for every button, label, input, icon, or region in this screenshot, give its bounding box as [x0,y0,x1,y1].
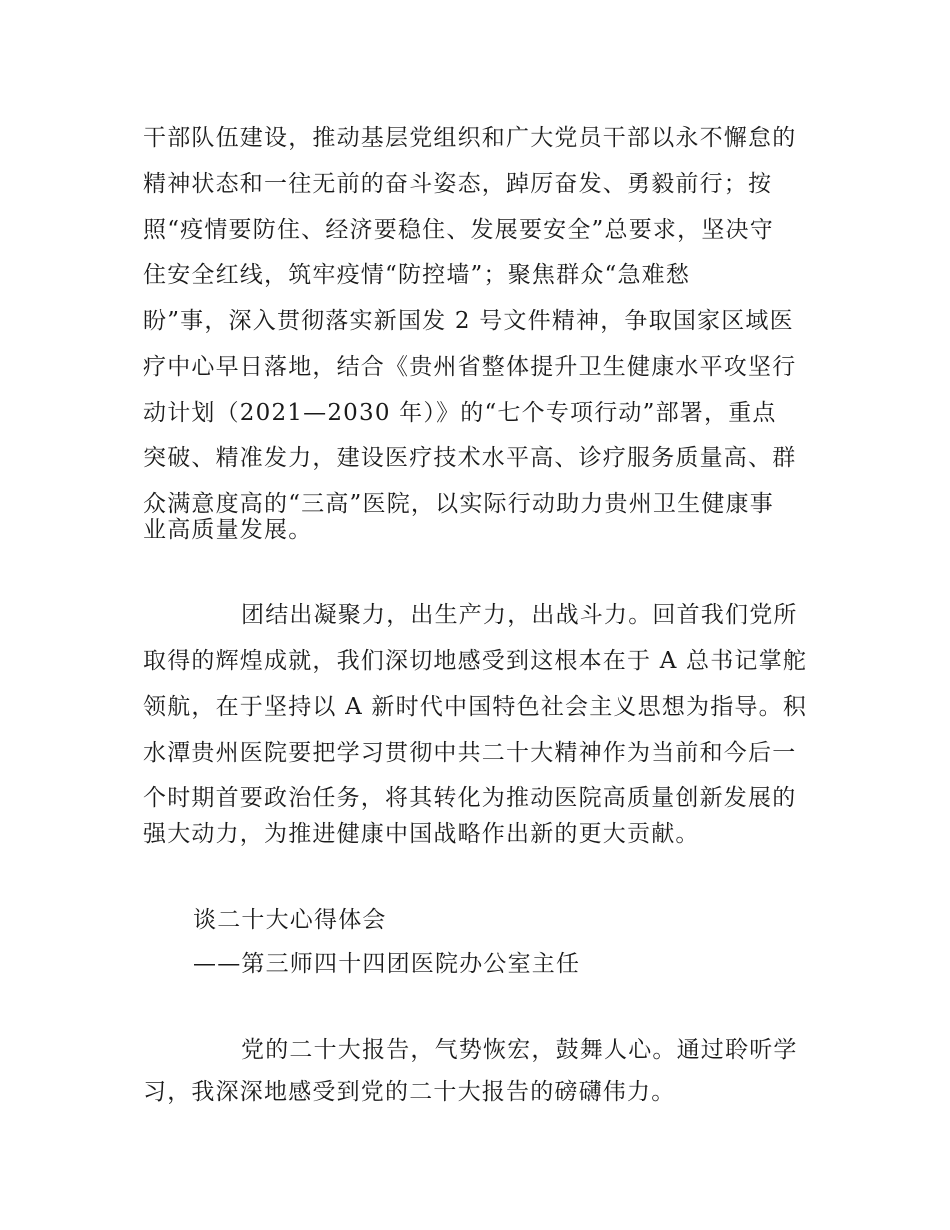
text-line: 水潭贵州医院要把学习贯彻中共二十大精神作为当前和今后一 [143,740,797,766]
text-line: 众满意度高的“三高”医院，以实际行动助力贵州卫生健康事 [143,491,774,517]
text-line: 个时期首要政治任务，将其转化为推动医院高质量创新发展的 [143,785,797,811]
text-line: 党的二十大报告，气势恢宏，鼓舞人心。通过聆听学 [241,1037,798,1063]
text-line: 突破、精准发力，建设医疗技术水平高、诊疗服务质量高、群 [143,445,797,471]
text-line: 照“疫情要防住、经济要稳住、发展要安全”总要求，坚决守 [143,217,774,243]
text-line: 取得的辉煌成就，我们深切地感受到这根本在于 A 总书记掌舵 [143,648,808,674]
text-line: 团结出凝聚力，出生产力，出战斗力。回首我们党所 [241,602,798,628]
text-line: 动计划（2021—2030 年）》的“七个专项行动”部署，重点 [143,400,777,426]
text-line: 领航，在于坚持以 A 新时代中国特色社会主义思想为指导。积 [143,694,808,720]
text-line: 疗中心早日落地，结合《贵州省整体提升卫生健康水平攻坚行 [143,354,797,380]
section-subtitle: ——第三师四十四团医院办公室主任 [193,951,581,977]
text-line: 习，我深深地感受到党的二十大报告的磅礴伟力。 [143,1079,676,1105]
section-title: 谈二十大心得体会 [193,907,387,933]
text-line: 强大动力，为推进健康中国战略作出新的更大贡献。 [143,821,700,847]
text-line: 精神状态和一往无前的奋斗姿态，踔厉奋发、勇毅前行；按 [143,171,773,197]
text-line: 盼”事，深入贯彻落实新国发 2 号文件精神，争取国家区域医 [143,308,794,334]
text-line: 干部队伍建设，推动基层党组织和广大党员干部以永不懈怠的 [143,125,797,151]
text-line: 业高质量发展。 [143,517,313,543]
text-line: 住安全红线，筑牢疫情“防控墙”；聚焦群众“急难愁 [143,262,691,288]
